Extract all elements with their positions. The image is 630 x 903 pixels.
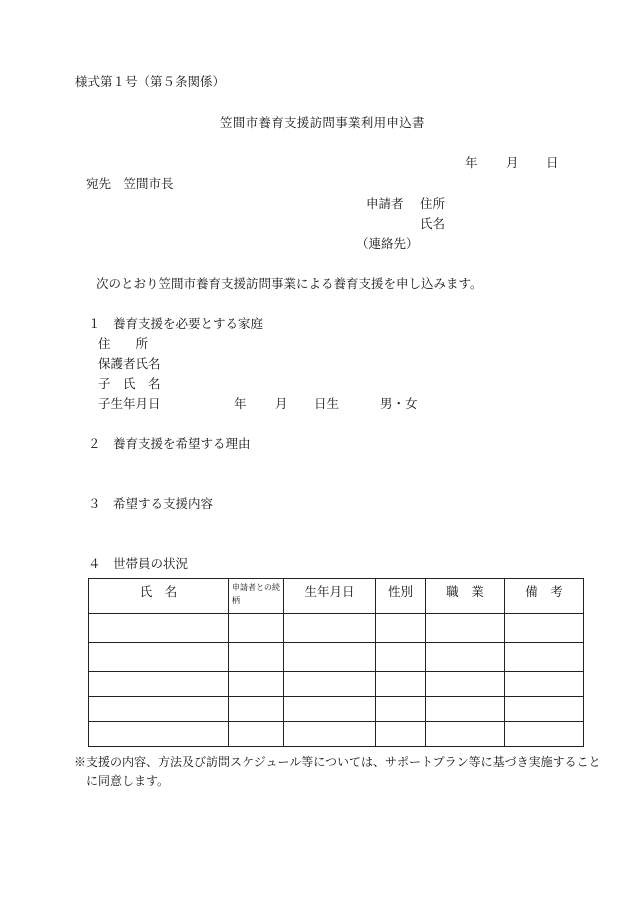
intro-text: 次のとおり笠間市養育支援訪問事業による養育支援を申し込みます。 <box>96 276 483 291</box>
section3-heading: ３ 希望する支援内容 <box>88 496 214 511</box>
table-row <box>89 672 584 697</box>
child-birthdate-label: 子生年月日 <box>98 396 161 411</box>
birth-year-label: 年 <box>234 396 247 411</box>
table-row <box>89 643 584 672</box>
header-name: 氏 名 <box>89 579 229 614</box>
section4-heading: ４ 世帯員の状況 <box>88 556 189 571</box>
applicant-contact-label: （連絡先） <box>356 236 419 251</box>
applicant-address-label: 住所 <box>420 196 446 211</box>
applicant-name-label: 氏名 <box>420 216 446 231</box>
section1-heading: １ 養育支援を必要とする家庭 <box>88 316 264 331</box>
form-number: 様式第１号（第５条関係） <box>75 74 226 89</box>
consent-note-line2: に同意します。 <box>86 774 170 788</box>
table-row <box>89 614 584 643</box>
applicant-label: 申請者 <box>366 196 404 211</box>
table-row <box>89 697 584 722</box>
header-relationship: 申請者との続柄 <box>229 579 284 614</box>
birth-month-label: 月 <box>275 396 288 411</box>
date-year: 年 <box>465 155 478 170</box>
table-row <box>89 722 584 747</box>
header-occupation: 職 業 <box>426 579 505 614</box>
consent-note-line1: ※支援の内容、方法及び訪問スケジュール等については、サポートプラン等に基づき実施すること <box>74 755 601 769</box>
household-members-table <box>88 578 584 747</box>
date-day: 日 <box>546 155 559 170</box>
table-header-row <box>89 579 584 614</box>
child-name-label: 子 氏 名 <box>98 376 161 391</box>
birth-day-label: 日生 <box>314 396 340 411</box>
header-birthdate: 生年月日 <box>284 579 376 614</box>
family-address-label: 住 所 <box>98 336 149 351</box>
header-gender: 性別 <box>376 579 426 614</box>
guardian-name-label: 保護者氏名 <box>98 356 161 371</box>
document-title: 笠間市養育支援訪問事業利用申込書 <box>220 115 425 130</box>
addressee: 宛先 笠間市長 <box>86 176 174 191</box>
header-remarks: 備 考 <box>505 579 584 614</box>
gender-options: 男・女 <box>380 396 418 411</box>
date-month: 月 <box>506 155 519 170</box>
section2-heading: ２ 養育支援を希望する理由 <box>88 436 251 451</box>
